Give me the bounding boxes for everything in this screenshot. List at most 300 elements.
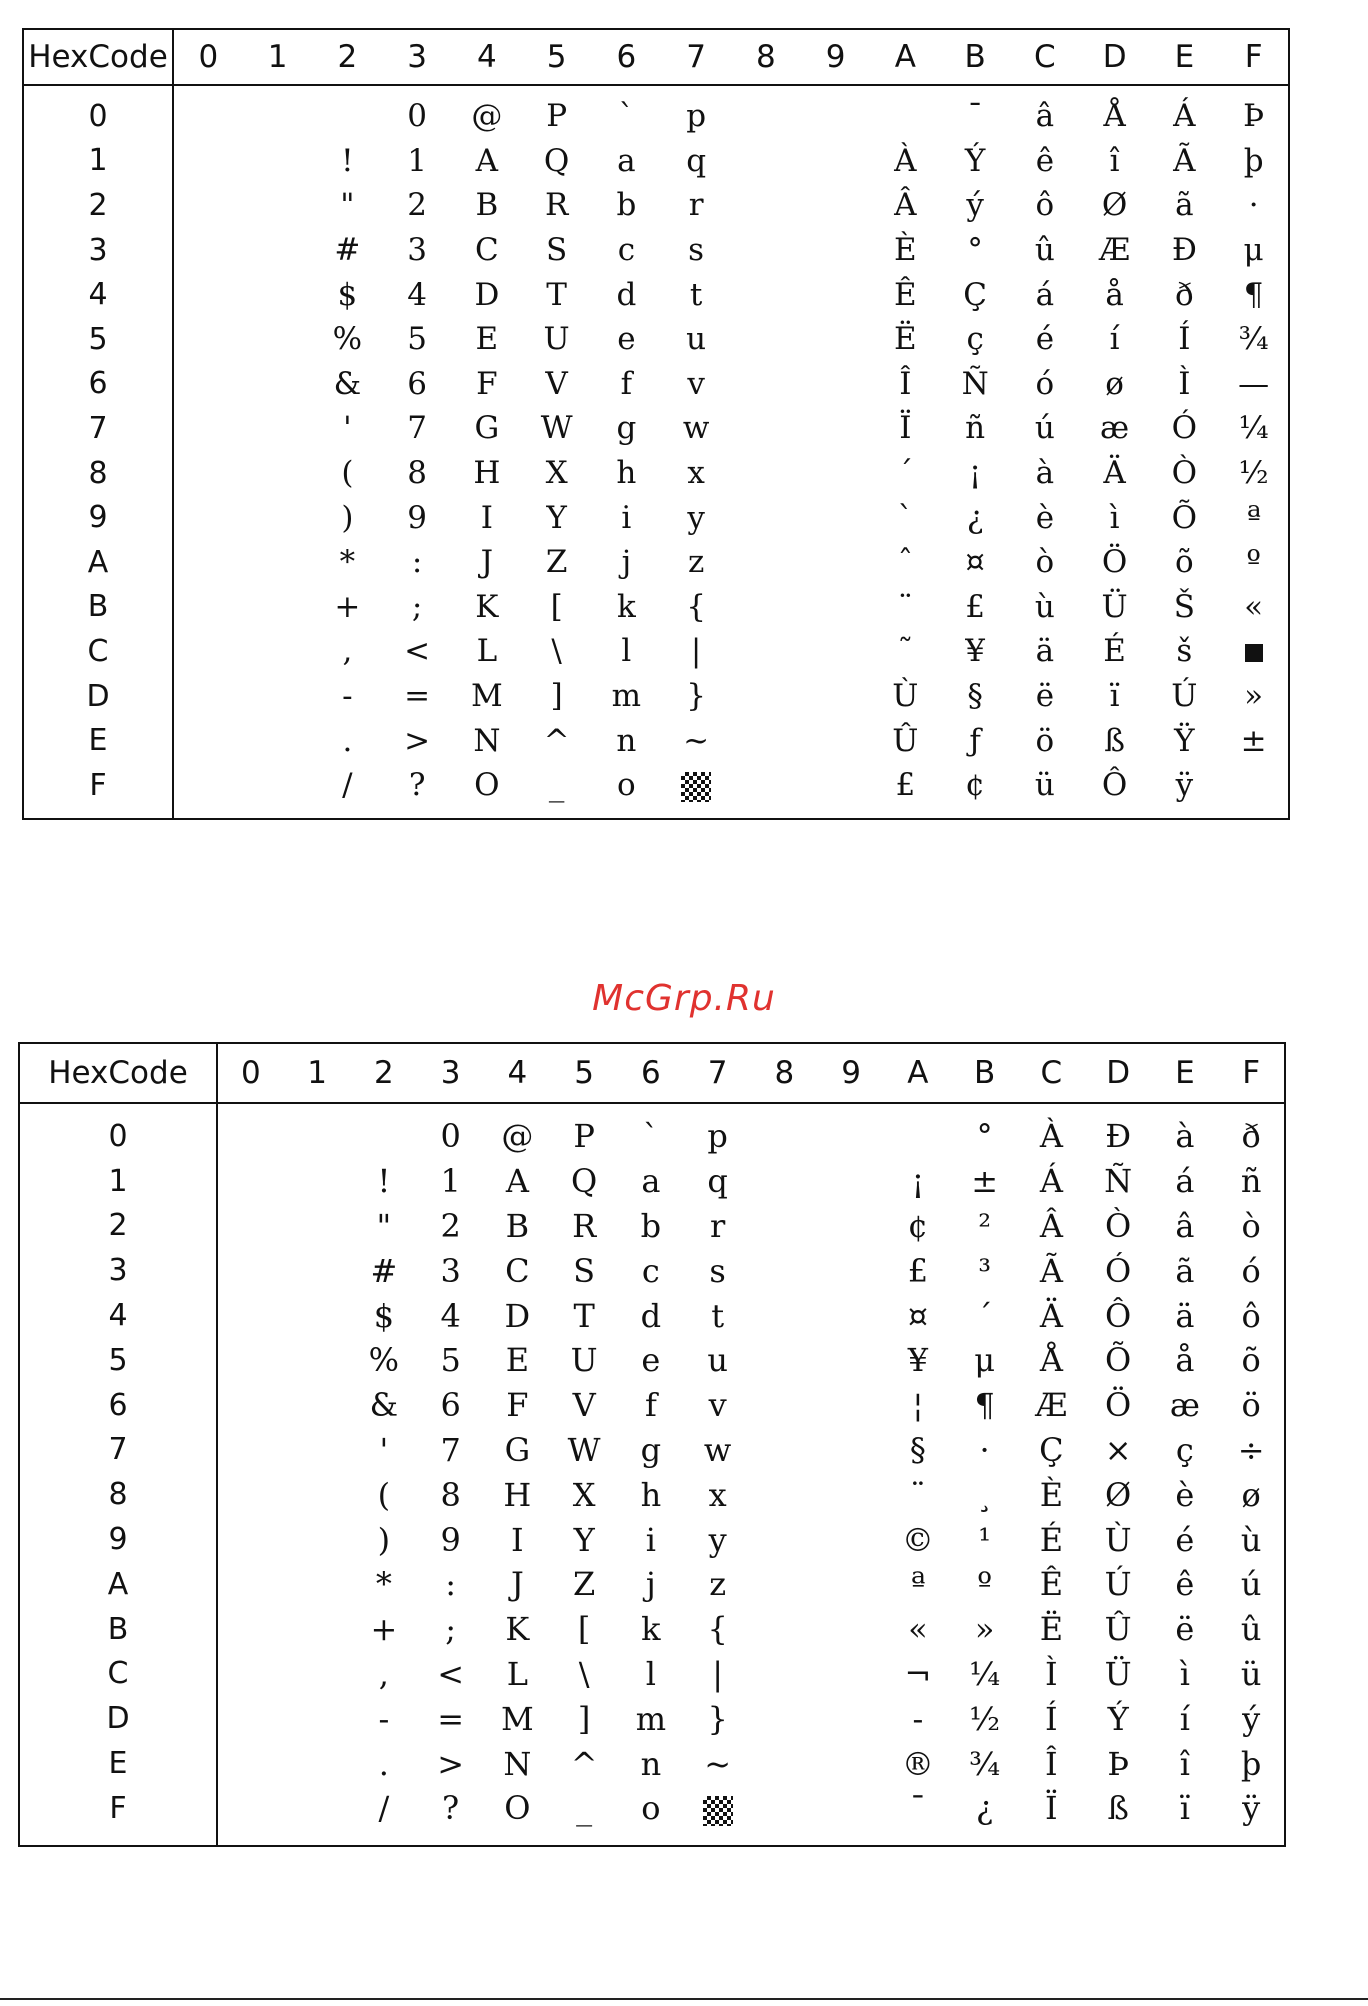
table-row xyxy=(23,406,1289,451)
char-cell xyxy=(173,495,243,540)
char-cell: j xyxy=(645,1565,656,1604)
char-cell: õ xyxy=(1241,1341,1261,1380)
table-row xyxy=(23,139,1289,184)
character-code-table-1 xyxy=(22,28,1290,820)
char-cell xyxy=(801,629,871,674)
char-cell: u xyxy=(686,321,707,358)
char-cell: ´ xyxy=(976,1296,993,1335)
char-cell: Ì xyxy=(1045,1654,1058,1693)
char-cell: % xyxy=(332,321,363,358)
char-cell: J xyxy=(510,1565,524,1604)
char-cell: Ü xyxy=(1104,1654,1132,1693)
char-cell: Â xyxy=(894,187,917,224)
char-cell: @ xyxy=(471,98,503,135)
char-cell xyxy=(217,1159,284,1204)
table-row xyxy=(23,362,1289,407)
char-cell: Y xyxy=(573,1520,595,1559)
char-cell xyxy=(731,183,801,228)
column-header: 9 xyxy=(818,1043,885,1103)
char-cell: o xyxy=(617,767,636,804)
char-cell: s xyxy=(709,1251,726,1290)
char-cell: h xyxy=(616,455,637,492)
char-cell: £ xyxy=(907,1251,929,1290)
char-cell xyxy=(173,540,243,585)
char-cell: Í xyxy=(1045,1699,1058,1738)
row-header: 3 xyxy=(19,1248,217,1293)
solid-block-icon xyxy=(1245,644,1263,662)
char-cell: « xyxy=(1244,588,1264,625)
char-cell: F xyxy=(476,365,498,402)
char-cell: V xyxy=(572,1386,596,1425)
row-header: 8 xyxy=(23,451,173,496)
char-cell: E xyxy=(475,321,499,358)
char-cell: ; xyxy=(411,588,423,625)
char-cell xyxy=(243,495,313,540)
char-cell: ù xyxy=(1240,1520,1262,1559)
char-cell: Ô xyxy=(1105,1296,1132,1335)
char-cell: ) xyxy=(377,1520,391,1559)
char-cell: X xyxy=(545,455,568,492)
char-cell: þ xyxy=(1243,142,1264,179)
char-cell: G xyxy=(504,1430,531,1469)
char-cell xyxy=(284,1517,351,1562)
row-header: C xyxy=(19,1652,217,1697)
char-cell: l xyxy=(645,1654,656,1693)
char-cell xyxy=(751,1248,818,1293)
char-cell: 6 xyxy=(440,1386,461,1425)
char-cell: ÿ xyxy=(1175,767,1194,804)
char-cell: / xyxy=(378,1789,390,1828)
char-cell: " xyxy=(376,1206,392,1245)
char-cell: É xyxy=(1103,633,1126,670)
char-cell: ; xyxy=(445,1610,457,1649)
char-cell xyxy=(217,1428,284,1473)
char-cell: Á xyxy=(1173,98,1196,135)
char-cell: ¼ xyxy=(1238,410,1269,447)
char-cell xyxy=(731,85,801,139)
char-cell: _ xyxy=(576,1789,593,1828)
char-cell: Ã xyxy=(1039,1251,1063,1290)
char-cell xyxy=(801,495,871,540)
char-cell: Á xyxy=(1039,1162,1063,1201)
char-cell xyxy=(731,451,801,496)
char-cell: ? xyxy=(442,1789,460,1828)
column-header: 5 xyxy=(522,29,592,85)
char-cell: ü xyxy=(1034,767,1055,804)
char-cell: î xyxy=(1179,1744,1190,1783)
column-header: C xyxy=(1010,29,1080,85)
char-cell: ª xyxy=(1246,499,1261,536)
char-cell xyxy=(751,1741,818,1786)
char-cell: ÷ xyxy=(1237,1430,1265,1469)
char-cell xyxy=(818,1562,885,1607)
char-cell: Đ xyxy=(1171,232,1197,269)
char-cell: â xyxy=(1175,1206,1195,1245)
char-cell: ¼ xyxy=(969,1654,1001,1693)
char-cell xyxy=(801,272,871,317)
char-cell xyxy=(173,763,243,819)
char-cell xyxy=(217,1383,284,1428)
char-cell xyxy=(173,718,243,763)
char-cell: ! xyxy=(341,142,354,179)
char-cell: ¶ xyxy=(1243,276,1264,313)
char-cell: A xyxy=(505,1162,529,1201)
table-row xyxy=(19,1517,1285,1562)
char-cell: ß xyxy=(1104,722,1125,759)
char-cell: } xyxy=(707,1699,728,1738)
table-row xyxy=(23,718,1289,763)
char-cell xyxy=(1219,763,1289,819)
char-cell xyxy=(801,85,871,139)
char-cell: ' xyxy=(343,410,352,447)
char-cell: p xyxy=(707,1117,728,1156)
char-cell: « xyxy=(908,1610,928,1649)
char-cell xyxy=(284,1741,351,1786)
char-cell: ¨ xyxy=(897,588,914,625)
char-cell: ô xyxy=(1035,187,1055,224)
char-cell: g xyxy=(616,410,637,447)
table-row xyxy=(19,1696,1285,1741)
char-cell: ` xyxy=(642,1117,659,1156)
char-cell: 3 xyxy=(440,1251,461,1290)
char-cell: p xyxy=(686,98,707,135)
char-cell: w xyxy=(703,1430,732,1469)
column-header: 4 xyxy=(484,1043,551,1103)
char-cell: D xyxy=(474,276,500,313)
column-header: A xyxy=(885,1043,952,1103)
char-cell xyxy=(731,763,801,819)
char-cell: ] xyxy=(577,1699,591,1738)
column-header: F xyxy=(1219,29,1289,85)
char-cell: Ù xyxy=(1104,1520,1132,1559)
table-row xyxy=(19,1652,1285,1697)
char-cell: Ø xyxy=(1105,1475,1132,1514)
char-cell: ° xyxy=(976,1117,993,1156)
char-cell: § xyxy=(909,1430,926,1469)
char-cell xyxy=(243,183,313,228)
char-cell xyxy=(818,1696,885,1741)
char-cell: x xyxy=(687,455,705,492)
char-cell: W xyxy=(567,1430,601,1469)
row-header: 0 xyxy=(19,1103,217,1159)
column-header: C xyxy=(1018,1043,1085,1103)
char-cell xyxy=(731,272,801,317)
char-cell xyxy=(173,228,243,273)
char-cell xyxy=(818,1517,885,1562)
char-cell: 9 xyxy=(440,1520,461,1559)
char-cell: - xyxy=(342,678,353,715)
char-cell: ä xyxy=(1175,1296,1195,1335)
char-cell: d xyxy=(640,1296,662,1335)
char-cell: ö xyxy=(1241,1386,1261,1425)
char-cell: £ xyxy=(965,588,985,625)
char-cell: À xyxy=(894,142,917,179)
char-cell xyxy=(243,540,313,585)
solid-block-glyph xyxy=(1219,629,1289,674)
char-cell: ç xyxy=(966,321,984,358)
char-cell: r xyxy=(688,187,704,224)
char-cell: · xyxy=(1248,187,1259,224)
char-cell xyxy=(243,718,313,763)
char-cell: è xyxy=(1035,499,1055,536)
char-cell: / xyxy=(342,767,353,804)
char-cell xyxy=(217,1562,284,1607)
char-cell xyxy=(243,139,313,184)
char-cell: @ xyxy=(501,1117,534,1156)
char-cell: Ê xyxy=(894,276,917,313)
char-cell: b xyxy=(616,187,637,224)
char-cell: Ö xyxy=(1105,1386,1132,1425)
char-cell: ø xyxy=(1105,365,1124,402)
char-cell: · xyxy=(979,1430,990,1469)
char-cell xyxy=(751,1517,818,1562)
char-cell xyxy=(818,1338,885,1383)
row-header: 5 xyxy=(23,317,173,362)
char-cell: Þ xyxy=(1243,98,1265,135)
char-cell: Æ xyxy=(1035,1386,1068,1425)
table-row xyxy=(19,1383,1285,1428)
char-cell: ß xyxy=(1107,1789,1129,1828)
char-cell: B xyxy=(475,187,499,224)
char-cell: v xyxy=(687,365,705,402)
char-cell: § xyxy=(967,678,983,715)
char-cell: ¯ xyxy=(909,1789,926,1828)
char-cell: 0 xyxy=(440,1117,461,1156)
char-cell: Ü xyxy=(1101,588,1128,625)
char-cell: ¶ xyxy=(974,1386,995,1425)
char-cell: + xyxy=(334,588,361,625)
char-cell: T xyxy=(573,1296,595,1335)
char-cell: ( xyxy=(377,1475,391,1514)
char-cell xyxy=(217,1786,284,1846)
char-cell: 7 xyxy=(440,1430,461,1469)
char-cell: P xyxy=(546,98,568,135)
row-header: E xyxy=(23,718,173,763)
char-cell: i xyxy=(645,1520,656,1559)
char-cell: Q xyxy=(571,1162,598,1201)
char-cell xyxy=(217,1338,284,1383)
char-cell: { xyxy=(686,588,706,625)
char-cell: H xyxy=(503,1475,532,1514)
char-cell xyxy=(731,228,801,273)
char-cell xyxy=(284,1428,351,1473)
row-header: F xyxy=(23,763,173,819)
table-row xyxy=(23,674,1289,719)
char-cell: ú xyxy=(1240,1565,1262,1604)
char-cell xyxy=(731,317,801,362)
column-header: E xyxy=(1150,29,1220,85)
char-cell: U xyxy=(543,321,570,358)
char-cell xyxy=(818,1248,885,1293)
char-cell xyxy=(243,272,313,317)
char-cell: ó xyxy=(1241,1251,1261,1290)
char-cell: ~ xyxy=(704,1744,732,1783)
char-cell: û xyxy=(1240,1610,1262,1649)
char-cell: _ xyxy=(548,767,565,804)
char-cell: È xyxy=(1039,1475,1064,1514)
char-cell: # xyxy=(334,232,361,269)
char-cell: ê xyxy=(1175,1565,1195,1604)
char-cell: ´ xyxy=(897,455,914,492)
char-cell xyxy=(751,1338,818,1383)
char-cell xyxy=(284,1696,351,1741)
char-cell: L xyxy=(476,633,498,670)
char-cell: # xyxy=(370,1251,398,1290)
char-cell: n xyxy=(640,1744,662,1783)
char-cell: i xyxy=(621,499,632,536)
char-cell: N xyxy=(503,1744,532,1783)
char-cell xyxy=(217,1472,284,1517)
char-cell: K xyxy=(475,588,499,625)
char-cell: õ xyxy=(1175,544,1194,581)
char-cell xyxy=(751,1562,818,1607)
shade-block-glyph xyxy=(661,763,731,819)
row-header: 9 xyxy=(23,495,173,540)
char-cell: v xyxy=(708,1386,727,1425)
char-cell xyxy=(217,1517,284,1562)
char-cell: ë xyxy=(1035,678,1055,715)
char-cell xyxy=(731,540,801,585)
char-cell: H xyxy=(473,455,501,492)
char-cell: O xyxy=(504,1789,531,1828)
char-cell xyxy=(818,1383,885,1428)
char-cell: Ò xyxy=(1105,1206,1132,1245)
char-cell xyxy=(751,1293,818,1338)
char-cell xyxy=(217,1607,284,1652)
char-cell: m xyxy=(635,1699,667,1738)
char-cell: À xyxy=(1039,1117,1063,1156)
char-cell: ^ xyxy=(570,1744,598,1783)
char-cell xyxy=(801,763,871,819)
char-cell xyxy=(801,451,871,496)
char-cell xyxy=(217,1248,284,1293)
char-cell xyxy=(751,1428,818,1473)
column-header: 5 xyxy=(551,1043,618,1103)
char-cell: Ú xyxy=(1104,1565,1132,1604)
char-cell: A xyxy=(475,142,499,179)
char-cell: M xyxy=(471,678,503,715)
column-header: 0 xyxy=(217,1043,284,1103)
char-cell xyxy=(173,674,243,719)
row-header: 4 xyxy=(19,1293,217,1338)
char-cell: m xyxy=(611,678,642,715)
char-cell: ' xyxy=(379,1430,389,1469)
char-cell: æ xyxy=(1169,1386,1200,1425)
char-cell xyxy=(801,228,871,273)
char-cell xyxy=(243,228,313,273)
char-cell: Ý xyxy=(964,142,986,179)
char-cell: Ï xyxy=(899,410,912,447)
char-cell xyxy=(818,1607,885,1652)
char-cell xyxy=(818,1786,885,1846)
char-cell: Ì xyxy=(1178,365,1191,402)
char-cell xyxy=(284,1159,351,1204)
char-cell: y xyxy=(687,499,705,536)
table-row xyxy=(23,183,1289,228)
char-cell: K xyxy=(505,1610,530,1649)
char-cell: y xyxy=(708,1520,727,1559)
char-cell: ° xyxy=(967,232,983,269)
char-cell: Ç xyxy=(1039,1430,1064,1469)
char-cell xyxy=(818,1204,885,1249)
char-cell: » xyxy=(974,1610,995,1649)
char-cell: e xyxy=(617,321,636,358)
char-cell: ¿ xyxy=(966,499,984,536)
row-header: 4 xyxy=(23,272,173,317)
char-cell: 5 xyxy=(407,321,427,358)
char-cell xyxy=(801,585,871,630)
char-cell: = xyxy=(404,678,431,715)
column-header: 2 xyxy=(351,1043,418,1103)
shade-block-icon xyxy=(703,1796,733,1826)
char-cell: O xyxy=(474,767,500,804)
char-cell: L xyxy=(506,1654,528,1693)
table-row xyxy=(23,495,1289,540)
char-cell: © xyxy=(901,1520,934,1559)
char-cell: F xyxy=(506,1386,529,1425)
char-cell xyxy=(243,674,313,719)
char-cell: ¬ xyxy=(904,1654,932,1693)
char-cell: < xyxy=(437,1654,465,1693)
column-header: 7 xyxy=(661,29,731,85)
char-cell: å xyxy=(1175,1341,1195,1380)
char-cell: Õ xyxy=(1105,1341,1132,1380)
column-header: 0 xyxy=(173,29,243,85)
char-cell: á xyxy=(1175,1162,1195,1201)
char-cell: Ó xyxy=(1171,410,1198,447)
char-cell: ÿ xyxy=(1242,1789,1261,1828)
char-cell: $ xyxy=(373,1296,395,1335)
row-header: 6 xyxy=(23,362,173,407)
char-cell: 0 xyxy=(407,98,427,135)
char-cell xyxy=(243,317,313,362)
char-cell: f xyxy=(620,365,633,402)
table-row xyxy=(23,272,1289,317)
char-cell: Ÿ xyxy=(1174,722,1195,759)
char-cell xyxy=(173,139,243,184)
char-cell: é xyxy=(1035,321,1055,358)
char-cell: u xyxy=(707,1341,728,1380)
column-header: F xyxy=(1218,1043,1285,1103)
char-cell: ì xyxy=(1109,499,1120,536)
char-cell: è xyxy=(1175,1475,1195,1514)
char-cell: ³ xyxy=(978,1251,992,1290)
char-cell xyxy=(284,1562,351,1607)
char-cell: P xyxy=(573,1117,595,1156)
char-cell: C xyxy=(505,1251,530,1290)
char-cell: » xyxy=(1244,678,1264,715)
column-header: 7 xyxy=(684,1043,751,1103)
char-cell: ² xyxy=(978,1206,992,1245)
char-cell: í xyxy=(1179,1699,1190,1738)
column-header: E xyxy=(1152,1043,1219,1103)
char-cell xyxy=(731,362,801,407)
char-cell: Ô xyxy=(1101,767,1128,804)
char-cell: W xyxy=(540,410,573,447)
char-cell xyxy=(731,718,801,763)
char-cell xyxy=(751,1652,818,1697)
row-header: 1 xyxy=(23,139,173,184)
table-row xyxy=(19,1293,1285,1338)
table-row xyxy=(19,1204,1285,1249)
char-cell: n xyxy=(616,722,637,759)
char-cell: G xyxy=(474,410,500,447)
char-cell xyxy=(818,1741,885,1786)
table-row xyxy=(19,1741,1285,1786)
char-cell: Ø xyxy=(1101,187,1128,224)
char-cell xyxy=(731,674,801,719)
char-cell: ¡ xyxy=(968,455,982,492)
